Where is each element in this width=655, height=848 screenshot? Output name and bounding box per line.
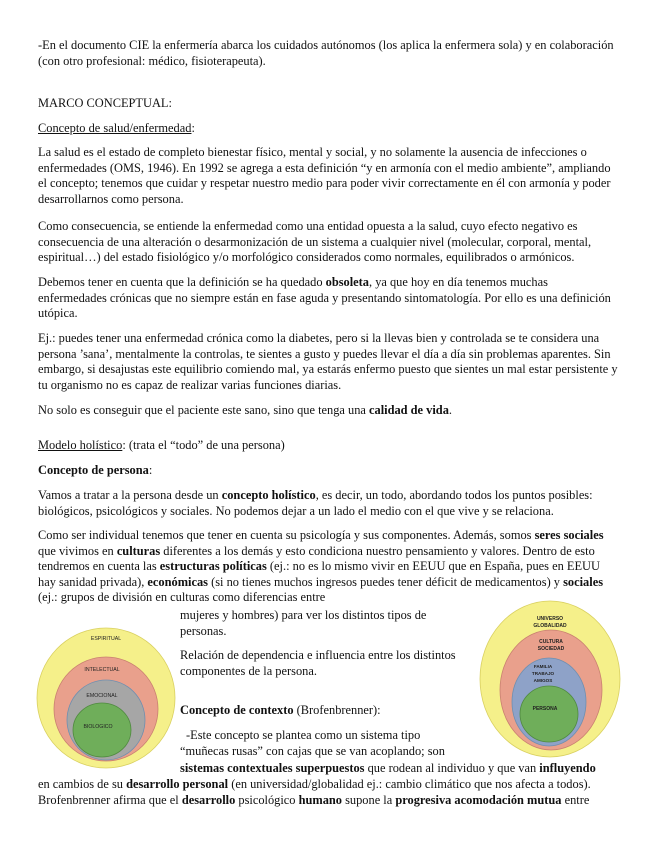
bold-sistemas-contextuales: sistemas contextuales superpuestos	[180, 761, 365, 775]
contexto-heading-text: Concepto de contexto	[180, 703, 294, 717]
text-run: diferentes a los demás y esto condiciona nuestro pensamiento y valores. Dentro de esto tendremos en cuenta las	[38, 543, 595, 574]
familia-label: FAMILIA	[533, 664, 553, 669]
salud-paragraph-5	[38, 403, 618, 419]
holistico-subheading	[38, 438, 618, 454]
contexto-paragraph-2	[180, 761, 620, 777]
text-run: supone la	[342, 793, 396, 807]
salud-subheading-text: Concepto de salud/enfermedad	[38, 121, 192, 135]
contexto-paragraph-4	[38, 793, 618, 809]
salud-paragraph-3	[38, 275, 618, 322]
persona-heading-colon: :	[148, 463, 153, 477]
contexto-systems-diagram	[479, 600, 621, 758]
text-run: Vamos a tratar a la persona desde un	[38, 488, 222, 502]
salud-subheading-colon: :	[191, 121, 195, 135]
bold-economicas: económicas	[147, 574, 208, 589]
espiritual-label: ESPIRITUAL	[90, 636, 122, 642]
bold-desarrollo-personal: desarrollo personal	[126, 777, 229, 791]
bold-influyendo: influyendo	[539, 761, 596, 775]
bold-sociales: sociales	[563, 574, 604, 589]
text-run: No solo es conseguir que el paciente este sano, sino que tenga una	[38, 403, 370, 417]
salud-paragraph-4: Ej.: puedes tener una enfermedad crónica como la diabetes, pero si la llevas bien y controlada se te considera una persona ’sana’, mentalmente la controlas, te sientes a gusto y puedes llevar el día a día sin problemas aparentes. Sin embargo, si desajustas este equilibrio comiendo mal, ya estarás enfermo puesto que sientes un mal estar persistente y tu organismo no es capaz de realizar varias funciones diarias.	[38, 331, 618, 392]
text-run: Brofenbrenner afirma que el	[38, 793, 182, 807]
holistico-subheading-rest: : (trata el “todo” de una persona)	[122, 438, 285, 452]
contexto-heading	[180, 703, 480, 719]
contexto-heading-rest: (Brofenbrenner):	[293, 703, 381, 717]
text-run: en cambios de su	[38, 777, 127, 791]
text-run: Debemos tener en cuenta que la definición se ha quedado	[38, 275, 326, 289]
bold-estructuras-politicas: estructuras políticas	[159, 559, 267, 574]
intelectual-label: INTELECTUAL	[84, 667, 120, 673]
text-run: (en universidad/globalidad ej.: cambio climático que nos afecta a todos).	[228, 777, 591, 791]
biologico-label: BIOLOGICO	[83, 724, 113, 730]
marco-conceptual-heading: MARCO CONCEPTUAL:	[38, 96, 172, 110]
text-run: entre	[561, 793, 590, 807]
salud-subheading	[38, 121, 618, 137]
globalidad-label: GLOBALIDAD	[533, 623, 567, 629]
text-run: que vivimos en	[38, 543, 117, 558]
cultura-label: CULTURA	[539, 639, 563, 645]
bold-obsoleta: obsoleta	[325, 275, 369, 289]
sociedad-label: SOCIEDAD	[537, 646, 565, 652]
bold-humano: humano	[298, 793, 342, 807]
bold-concepto-holistico: concepto holístico	[221, 488, 316, 502]
bold-progresiva-acomodacion: progresiva acomodación mutua	[395, 793, 562, 807]
amigos-label: AMIGOS	[533, 678, 553, 683]
text-run: (ej.: no es lo mismo vivir en EEUU que en España, pues en EEUU hay sanidad privada),	[38, 559, 600, 589]
persona-paragraph-2-continued: mujeres y hombres) para ver los distintos tipos de personas.	[180, 608, 427, 638]
contexto-paragraph-1: -Este concepto se plantea como un sistema tipo “muñecas rusas” con cajas que se van acoplando; son	[180, 728, 445, 758]
text-run: , ya que hoy en día tenemos muchas enfermedades crónicas que no siempre están en fase aguda y presentando sintomatología. Por ello es una definición utópica.	[38, 275, 611, 321]
salud-paragraph-2: Como consecuencia, se entiende la enfermedad como una entidad opuesta a la salud, cuyo efecto negativo es consecuencia de una alteración o desarmonización de un sistema a cualquier nivel (molecular, corporal, mental, espiritual…) del estado fisiológico y/o morfológico considerados como normales, equilibrados o armónicos.	[38, 219, 592, 265]
bold-seres-sociales: seres sociales	[534, 528, 604, 542]
text-run: (ej.: grupos de división en culturas como diferencias entre	[38, 590, 326, 605]
text-run: (si no tienes muchos ingresos puedes tener déficit de medicamentos) y	[207, 574, 564, 589]
trabajo-label: TRABAJO	[531, 671, 555, 676]
universo-label: UNIVERSO	[536, 616, 564, 622]
persona-components-diagram	[36, 625, 176, 770]
text-run: que rodean al individuo y que van	[364, 761, 540, 775]
persona-paragraph-2	[38, 528, 618, 606]
bold-culturas: culturas	[116, 543, 161, 558]
bold-calidad-de-vida: calidad de vida	[369, 403, 449, 417]
text-run: , es decir, un todo, abordando todos los puntos posibles: biológicos, psicológicos y sociales. No podemos dejar a un lado el medio con el que vive y se relaciona.	[38, 488, 593, 518]
text-run: psicológico	[235, 793, 299, 807]
biologico-core	[73, 703, 131, 757]
persona-label: PERSONA	[532, 706, 558, 712]
emocional-label: EMOCIONAL	[86, 693, 118, 699]
bold-desarrollo: desarrollo	[181, 793, 236, 807]
persona-core	[520, 686, 578, 742]
persona-paragraph-3: Relación de dependencia e influencia entre los distintos componentes de la persona.	[180, 648, 456, 678]
text-run: Como ser individual tenemos que tener en cuenta su psicología y sus componentes. Además, somos	[38, 528, 535, 542]
persona-paragraph-1	[38, 488, 618, 519]
intro-paragraph: -En el documento CIE la enfermería abarca los cuidados autónomos (los aplica la enfermera sola) y en colaboración (con otro profesional: médico, fisioterapeuta).	[38, 38, 614, 68]
contexto-paragraph-3	[38, 777, 618, 793]
persona-heading	[38, 463, 618, 479]
holistico-subheading-text: Modelo holístico	[38, 438, 123, 452]
persona-heading-text: Concepto de persona	[38, 463, 149, 477]
salud-paragraph-1: La salud es el estado de completo bienestar físico, mental y social, y no solamente la ausencia de infecciones o enfermedades (OMS, 1946). En 1992 se agrega a esta definición “y en armonía con el medio ambiente”, ampliando el concepto; tenemos que cuidar y respetar nuestro medio para poder vivir correctamente en él con armonía y poder desarrollarnos como persona.	[38, 145, 611, 206]
text-run: .	[448, 403, 452, 417]
